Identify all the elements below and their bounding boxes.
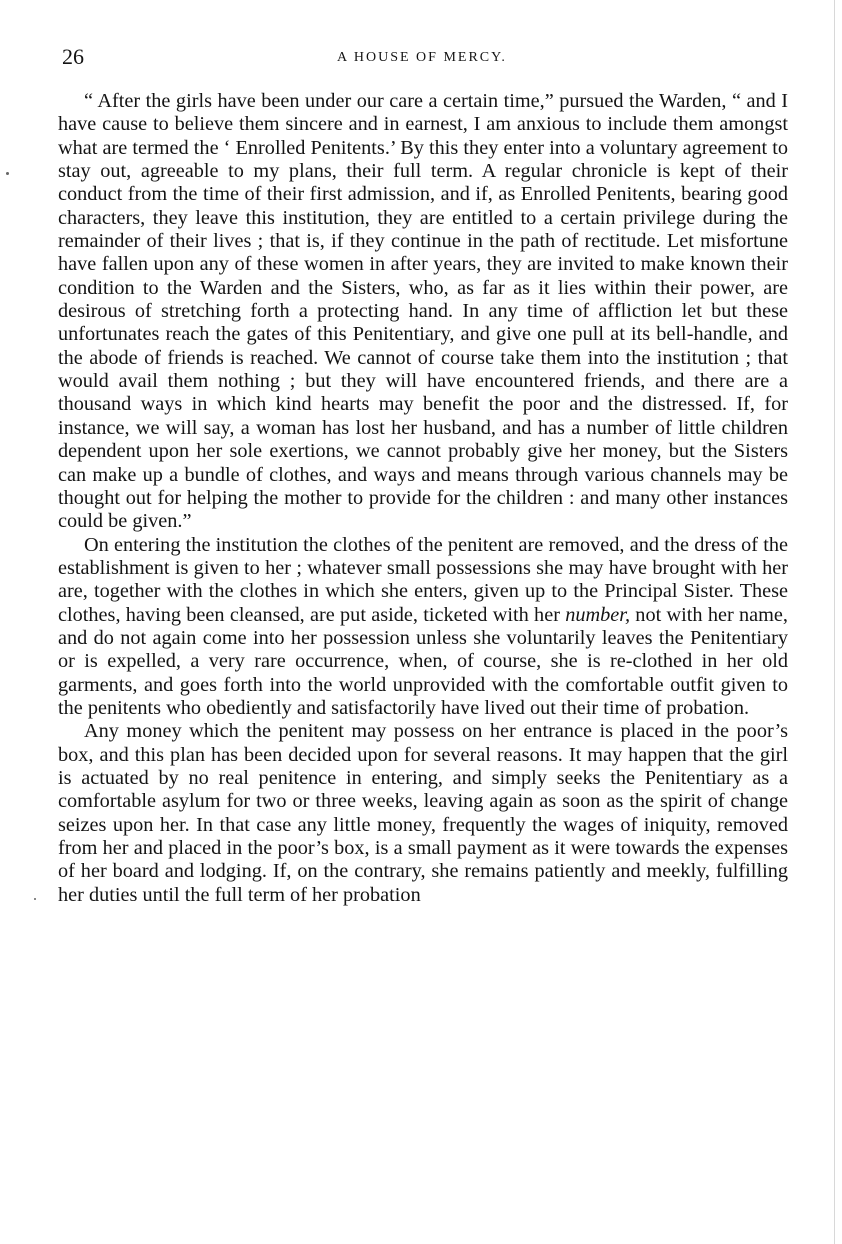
- page-number: 26: [62, 44, 84, 69]
- body-text: [58, 90, 788, 907]
- italic-number-word: number,: [565, 603, 631, 626]
- page-header: [62, 44, 782, 74]
- margin-speck: [6, 172, 9, 175]
- paragraph-clothes-end: not with her name, and do not again come into her possession unless she voluntarily leaves the Penitentiary or is expelled, a very rare occurrence, when, of course, she is re-clothed in her old garments, and goes forth into the world unprovided with the comfortable outfit given to the penitents who obediently and satisfactorily have lived out their time of probation.: [58, 603, 789, 719]
- paragraph-clothes-start: On entering the institution the clothes of the penitent are removed, and the dress of the establishment is given to her ; whatever small possessions she may have brought with her are, together with the clothes in which she enters, given up to the Principal Sister. These clothes, having been cleansed, are put aside, ticketed with her: [58, 533, 788, 626]
- margin-speck: [34, 898, 36, 900]
- running-title: A HOUSE OF MERCY.: [337, 50, 507, 65]
- scan-edge-line: [834, 0, 835, 1244]
- paragraph-money: Any money which the penitent may possess on her entrance is placed in the poor’s box, and this plan has been decided upon for several reasons. It may happen that the girl is actuated by no real penitence in entering, and simply seeks the Penitentiary as a comfortable asylum for two or three weeks, leaving again as soon as the spirit of change seizes upon her. In that case any little money, frequently the wages of iniquity, removed from her and placed in the poor’s box, is a small payment as it were towards the expenses of her board and lodging. If, on the contrary, she remains patiently and meekly, fulfilling her duties until the full term of her probation: [58, 720, 788, 906]
- paragraph-clothes: [58, 534, 788, 721]
- paragraph-warden-quote: “ After the girls have been under our care a certain time,” pursued the Warden, “ and I have cause to believe them sincere and in earnest, I am anxious to include them amongst what are termed the ‘ Enrolled Penitents.’ By this they enter into a voluntary agreement to stay out, agreeable to my plans, their full term. A regular chronicle is kept of their conduct from the time of their first admission, and if, as Enrolled Penitents, bearing good characters, they leave this institution, they are entitled to a certain privilege during the remainder of their lives ; that is, if they continue in the path of rectitude. Let misfortune have fallen upon any of these women in after years, they are invited to make known their condition to the Warden and the Sisters, who, as far as it lies within their power, are desirous of stretching forth a protecting hand. In any time of affliction let but these unfortunates reach the gates of this Penitentiary, and give one pull at its bell-handle, and the abode of friends is reached. We cannot of course take them into the institution ; that would avail them nothing ; but they will have encountered friends, and there are a thousand ways in which kind hearts may benefit the poor and the distressed. If, for instance, we will say, a woman has lost her husband, and has a number of little children dependent upon her sole exertions, we cannot probably give her money, but the Sisters can make up a bundle of clothes, and ways and means through various channels may be thought out for helping the mother to provide for the children : and many other instances could be given.”: [58, 90, 788, 533]
